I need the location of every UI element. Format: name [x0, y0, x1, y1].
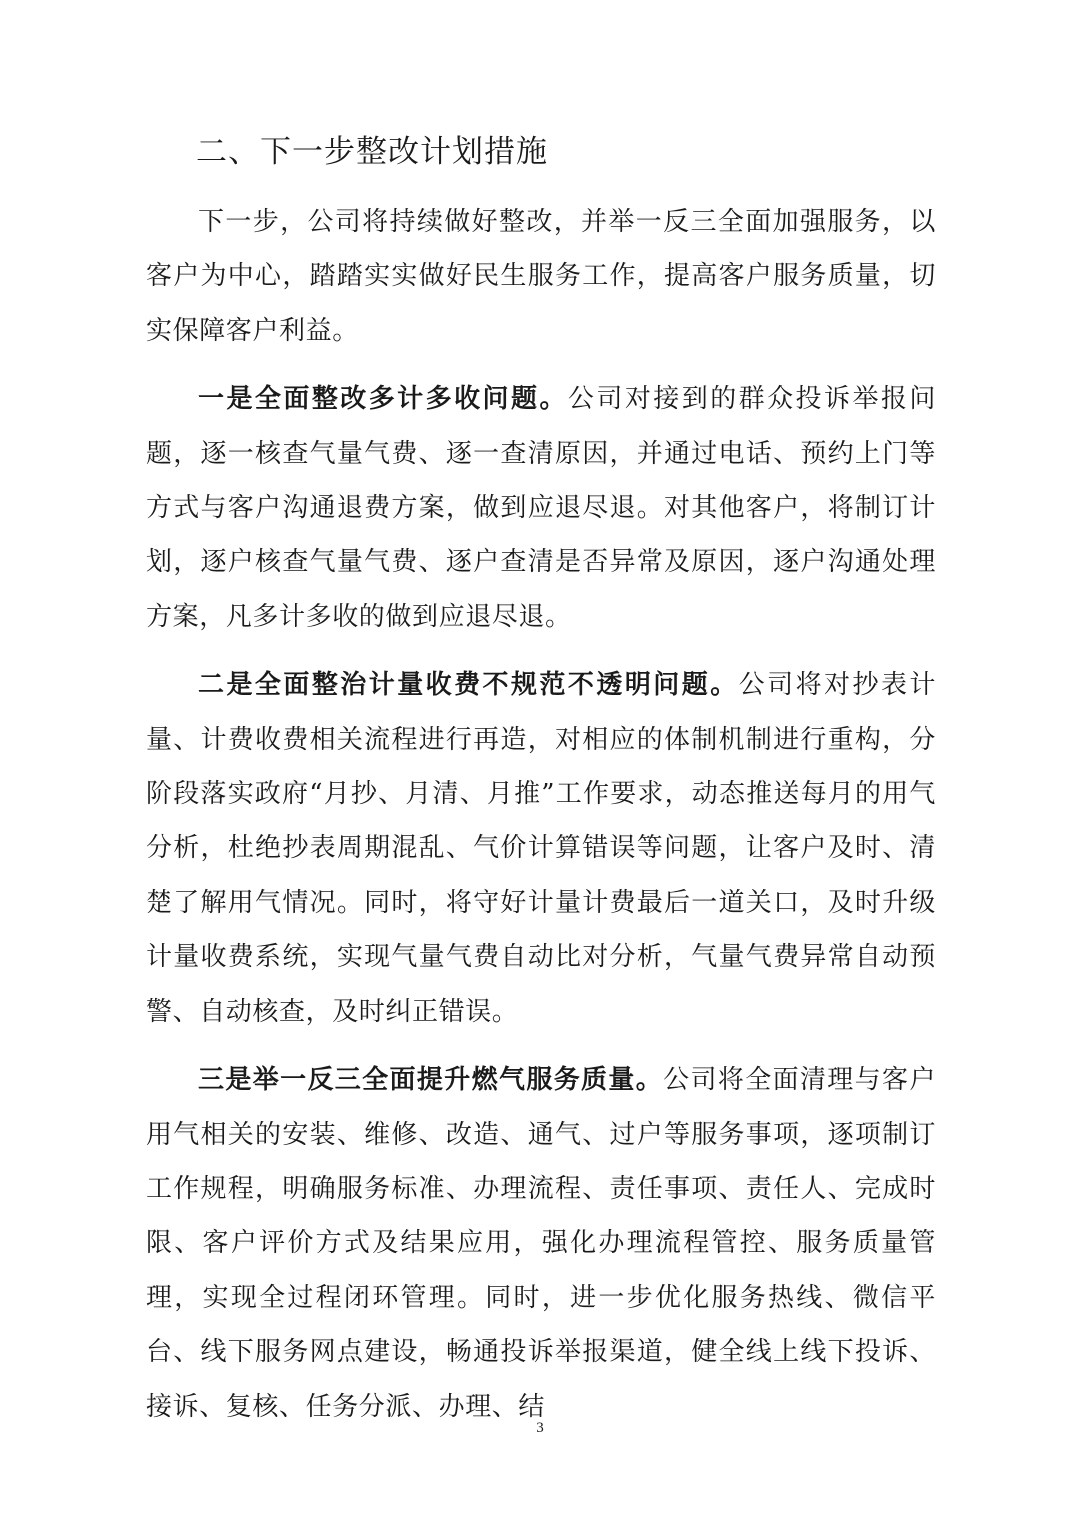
paragraph-lead: 三是举一反三全面提升燃气服务质量。: [198, 1065, 664, 1096]
page-number: 3: [536, 1420, 544, 1436]
paragraph-measure-three: [146, 1053, 936, 1434]
paragraph-text: 下一步，公司将持续做好整改，并举一反三全面加强服务，以客户为中心，踏踏实实做好民生服务工作，提高客户服务质量，切实保障客户利益。: [146, 207, 936, 346]
paragraph-measure-two: [146, 658, 936, 1039]
paragraph-lead: 一是全面整改多计多收问题。: [198, 384, 568, 415]
paragraph-text: 公司将全面清理与客户用气相关的安装、维修、改造、通气、过户等服务事项，逐项制订工作规程，明确服务标准、办理流程、责任事项、责任人、完成时限、客户评价方式及结果应用，强化办理流程管控、服务质量管理，实现全过程闭环管理。同时，进一步优化服务热线、微信平台、线下服务网点建设，畅通投诉举报渠道，健全线上线下投诉、接诉、复核、任务分派、办理、结: [146, 1065, 936, 1422]
body-text: [146, 195, 936, 1448]
paragraph-measure-one: [146, 372, 936, 644]
paragraph-text: 公司对接到的群众投诉举报问题，逐一核查气量气费、逐一查清原因，并通过电话、预约上门等方式与客户沟通退费方案，做到应退尽退。对其他客户，将制订计划，逐户核查气量气费、逐户查清是否异常及原因，逐户沟通处理方案，凡多计多收的做到应退尽退。: [146, 384, 936, 632]
paragraph-intro: [146, 195, 936, 358]
paragraph-text: 公司将对抄表计量、计费收费相关流程进行再造，对相应的体制机制进行重构，分阶段落实政府“月抄、月清、月推”工作要求，动态推送每月的用气分析，杜绝抄表周期混乱、气价计算错误等问题，让客户及时、清楚了解用气情况。同时，将守好计量计费最后一道关口，及时升级计量收费系统，实现气量气费自动比对分析，气量气费异常自动预警、自动核查，及时纠正错误。: [146, 670, 937, 1027]
paragraph-lead: 二是全面整治计量收费不规范不透明问题。: [198, 670, 739, 701]
section-heading: 二、下一步整改计划措施: [196, 134, 548, 170]
